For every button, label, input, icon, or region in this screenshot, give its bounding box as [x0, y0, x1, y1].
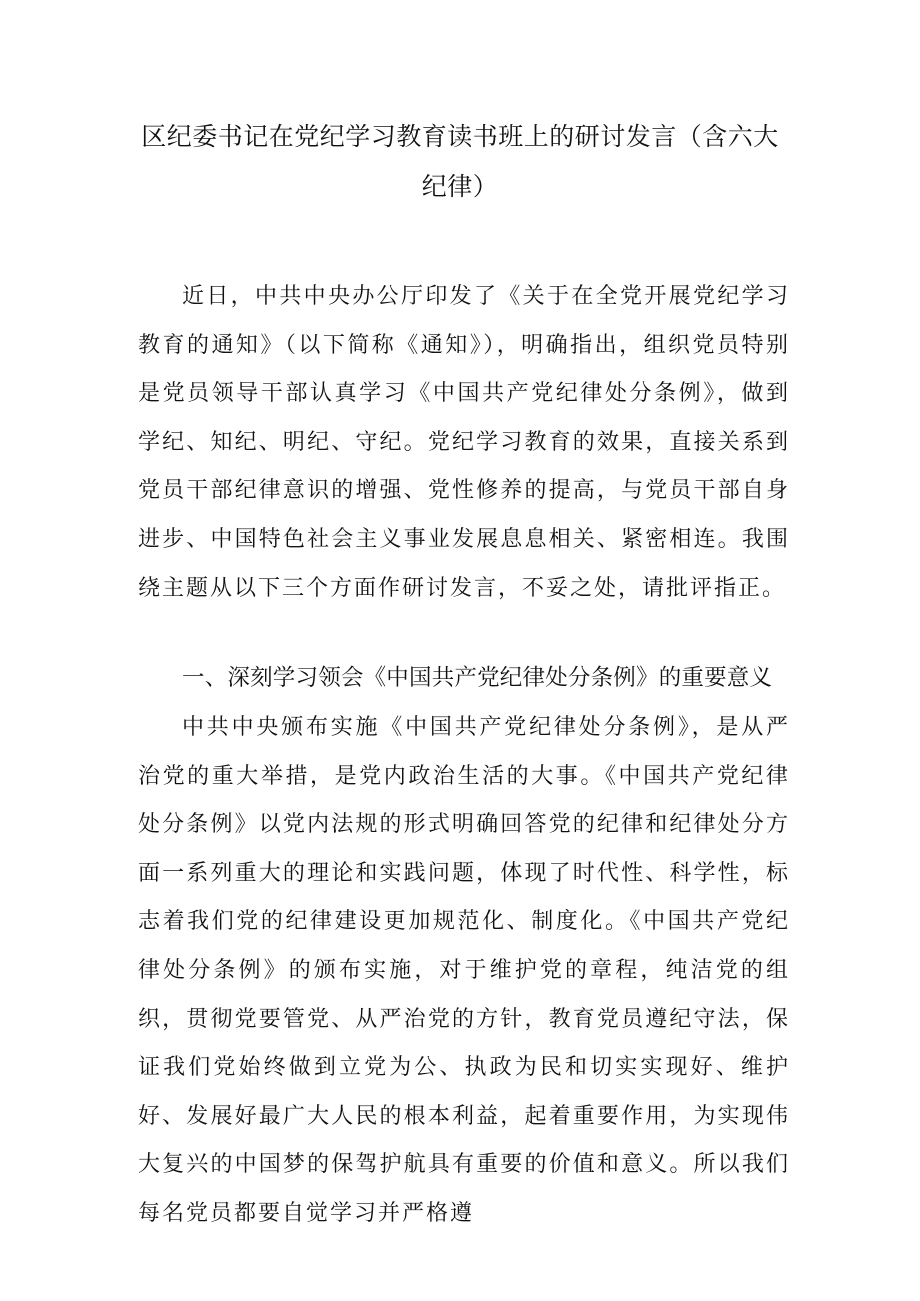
document-title: 区纪委书记在党纪学习教育读书班上的研讨发言（含六大纪律） — [141, 122, 779, 201]
intro-paragraph: 近日，中共中央办公厅印发了《关于在全党开展党纪学习教育的通知》（以下简称《通知》），明确指出，组织党员特别是党员领导干部认真学习《中国共产党纪律处分条例》，做到学纪、知纪、明纪、守纪。党纪学习教育的效果，直接关系到党员干部纪律意识的增强、党性修养的提高，与党员干部自身进步、中国特色社会主义事业发展息息相关、紧密相连。我围绕主题从以下三个方面作研讨发言，不妥之处，请批评指正。 — [138, 284, 790, 601]
section-heading: 一、深刻学习领会《中国共产党纪律处分条例》的重要意义 — [182, 665, 773, 691]
section-paragraph: 中共中央颁布实施《中国共产党纪律处分条例》，是从严治党的重大举措，是党内政治生活的大事。《中国共产党纪律处分条例》以党内法规的形式明确回答党的纪律和纪律处分方面一系列重大的理论和实践问题，体现了时代性、科学性，标志着我们党的纪律建设更加规范化、制度化。《中国共产党纪律处分条例》的颁布实施，对于维护党的章程，纯洁党的组织，贯彻党要管党、从严治党的方针，教育党员遵纪守法，保证我们党始终做到立党为公、执政为民和切实实现好、维护好、发展好最广大人民的根本利益，起着重要作用，为实现伟大复兴的中国梦的保驾护航具有重要的价值和意义。所以我们每名党员都要自觉学习并严格遵 — [138, 715, 790, 1226]
